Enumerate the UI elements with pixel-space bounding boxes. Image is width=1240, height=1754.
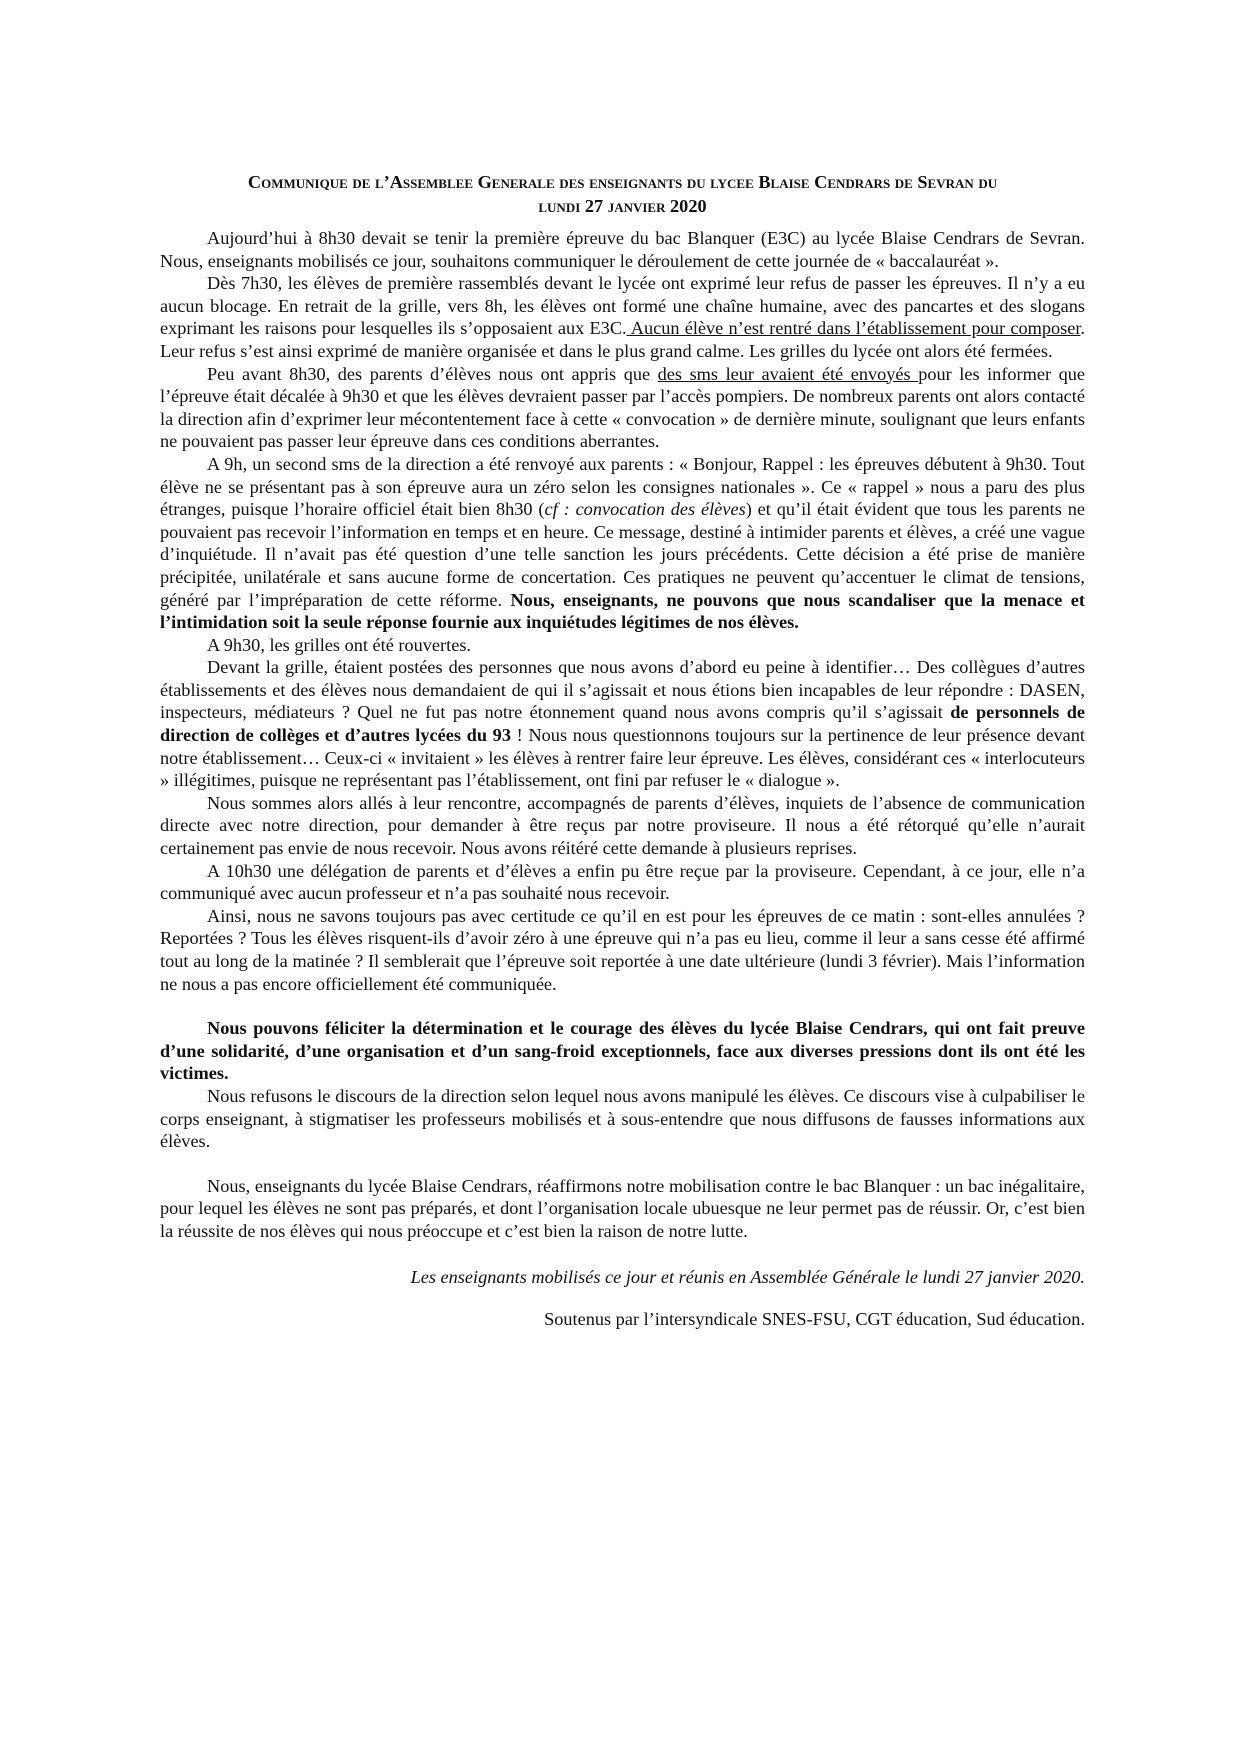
bold-text: de personnels de direction de collèges et d’autres lycées du 93	[160, 702, 1085, 746]
signature-line: Les enseignants mobilisés ce jour et réunis en Assemblée Générale le lundi 27 janvier 2020.	[410, 1266, 1085, 1287]
paragraph-personnel	[160, 656, 1085, 792]
title-line-1: Communique de l’Assemblee Generale des enseignants du lycee Blaise Cendrars de Sevran du	[247, 172, 998, 192]
text-run: ) et qu’il était évident que tous les parents ne pouvaient pas recevoir l’information en temps et en heure. Ce message, destiné à intimider parents et élèves, a créé une vague d’inquiétude. Il n’avait pas été question d’une telle sanction les jours précédents. Cette décision a été prise de manière précipitée, unilatérale et sans aucune forme de concertation. Ces pratiques ne peuvent qu’accentuer le climat de tensions, généré par l’impréparation de cette réforme.	[160, 499, 1085, 610]
paragraph-second-sms	[160, 453, 1085, 634]
text-run: pour les informer que l’épreuve était décalée à 9h30 et que les élèves devraient passer par l’accès pompiers. De nombreux parents ont alors contacté la direction afin d’exprimer leur mécontentement face à cette « convocation » de dernière minute, soulignant que leurs enfants ne pouvaient pas passer leur épreuve dans ces conditions aberrantes.	[160, 363, 1085, 452]
spacer	[160, 995, 1085, 1017]
paragraph-uncertainty: Ainsi, nous ne savons toujours pas avec certitude ce qu’il en est pour les épreuves de ce matin : sont-elles annulées ? Reportées ? Tous les élèves risquent-ils d’avoir zéro à une épreuve qui n’a pas eu lieu, comme il leur a sans cesse été affirmé tout au long de la matinée ? Il semblerait que l’épreuve soit reportée à une date ultérieure (lundi 3 février). Mais l’information ne nous a pas encore officiellement été communiquée.	[160, 905, 1085, 994]
paragraph-gates-reopened: A 9h30, les grilles ont été rouvertes.	[207, 634, 472, 655]
text-run: Peu avant 8h30, des parents d’élèves nous ont appris que	[207, 363, 658, 384]
paragraph-meeting-request: Nous sommes alors allés à leur rencontre, accompagnés de parents d’élèves, inquiets de l’absence de communication directe avec notre direction, pour demander à être reçus par notre proviseure. Il nous a été rétorqué qu’elle n’aurait certainement pas envie de nous recevoir. Nous avons réitéré cette demande à plusieurs reprises.	[160, 792, 1085, 859]
italic-text: cf : convocation des élèves	[544, 499, 746, 520]
paragraph-morning	[160, 272, 1085, 362]
underlined-text: des sms leur avaient été envoyés	[657, 363, 919, 384]
title-line-2: lundi 27 janvier 2020	[538, 196, 707, 216]
paragraph-delegation: A 10h30 une délégation de parents et d’élèves a enfin pu être reçue par la proviseure. Cependant, à ce jour, elle n’a communiqué avec aucun professeur et n’a pas souhaité nous recevoir.	[160, 860, 1085, 904]
text-run: ! Nous nous questionnons toujours sur la pertinence de leur présence devant notre établissement… Ceux-ci « invitaient » les élèves à rentrer faire leur épreuve. Les élèves, considérant ces « interlocuteurs » illégitimes, puisque ne représentant pas l’établissement, ont fini par refuser le « dialogue ».	[160, 725, 1085, 791]
paragraph-congratulations: Nous pouvons féliciter la détermination et le courage des élèves du lycée Blaise Cendrars, qui ont fait preuve d’une solidarité, d’une organisation et d’un sang-froid exceptionnels, face aux diverses pressions dont ils ont été les victimes.	[160, 1018, 1085, 1084]
underlined-text: Aucun élève n’est rentré dans l’établissement pour composer	[626, 318, 1081, 339]
document-title	[160, 170, 1085, 218]
paragraph-reaffirmation: Nous, enseignants du lycée Blaise Cendrars, réaffirmons notre mobilisation contre le bac Blanquer : un bac inégalitaire, pour lequel les élèves ne sont pas préparés, et dont l’organisation locale ubuesque ne leur permet pas de réussir. Or, c’est bien la réussite de nos élèves qui nous préoccupe et c’est bien la raison de notre lutte.	[160, 1175, 1085, 1241]
text-run: Devant la grille, étaient postées des personnes que nous avons d’abord eu peine à identifier… Des collègues d’autres établissements et des élèves nous demandaient de qui il s’agissait et nous étions bien incapables de leur répondre : DASEN, inspecteurs, médiateurs ? Quel ne fut pas notre étonnement quand nous avons compris qu’il s’agissait	[160, 657, 1085, 723]
paragraph-intro: Aujourd’hui à 8h30 devait se tenir la première épreuve du bac Blanquer (E3C) au lycée Blaise Cendrars de Sevran. Nous, enseignants mobilisés ce jour, souhaitons communiquer le déroulement de cette journée de « baccalauréat ».	[160, 228, 1085, 271]
text-run: Dès 7h30, les élèves de première rassemblés devant le lycée ont exprimé leur refus de passer les épreuves. Il n’y a eu aucun blocage. En retrait de la grille, vers 8h, les élèves ont formé une chaîne humaine, avec des pancartes et des slogans exprimant les raisons pour lesquelles ils s’opposaient aux E3C.	[160, 273, 1085, 339]
spacer	[160, 1153, 1085, 1175]
text-run: . Leur refus s’est ainsi exprimé de manière organisée et dans le plus grand calme. Les grilles du lycée ont alors été fermées.	[160, 318, 1085, 361]
bold-text: Nous, enseignants, ne pouvons que nous scandaliser que la menace et l’intimidation soit la seule réponse fournie aux inquiétudes légitimes de nos élèves.	[160, 589, 1086, 633]
document-page	[160, 170, 1085, 1331]
text-run: A 9h, un second sms de la direction a été renvoyé aux parents : « Bonjour, Rappel : les épreuves débutent à 9h30. Tout élève ne se présentant pas à son épreuve aura un zéro selon les consignes nationales ». Ce « rappel » nous a paru des plus étranges, puisque l’horaire officiel était bien 8h30 (	[160, 453, 1085, 520]
paragraph-sms	[160, 363, 1085, 453]
support-line: Soutenus par l’intersyndicale SNES-FSU, CGT éducation, Sud éducation.	[544, 1309, 1085, 1330]
paragraph-refusal: Nous refusons le discours de la direction selon lequel nous avons manipulé les élèves. Ce discours vise à culpabiliser le corps enseignant, à stigmatiser les professeurs mobilisés et à sous-entendre que nous diffusons de fausses informations aux élèves.	[160, 1085, 1085, 1152]
